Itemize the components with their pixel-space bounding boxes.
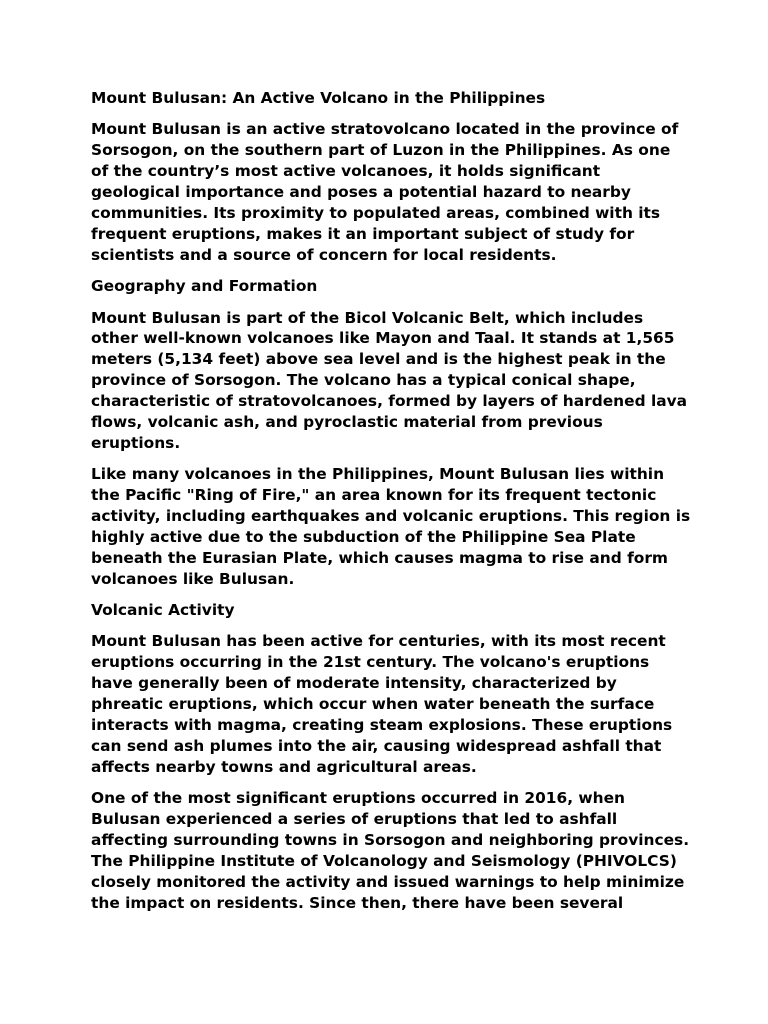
paragraph-line: can send ash plumes into the air, causing widespread ashfall that xyxy=(91,736,662,755)
paragraph-line: of the country’s most active volcanoes, it holds significant xyxy=(91,162,601,181)
paragraph-line: province of Sorsogon. The volcano has a typical conical shape, xyxy=(91,371,636,390)
paragraph-line: The Philippine Institute of Volcanology and Seismology (PHIVOLCS) xyxy=(91,851,677,870)
paragraph-line: scientists and a source of concern for local residents. xyxy=(91,245,557,264)
paragraph-line: One of the most significant eruptions occurred in 2016, when xyxy=(91,789,625,808)
section-heading-volcanic-activity: Volcanic Activity xyxy=(91,601,235,620)
activity-paragraph-2 xyxy=(91,788,691,913)
geography-paragraph-1 xyxy=(91,308,691,454)
paragraph-line: geological importance and poses a potential hazard to nearby xyxy=(91,183,631,202)
paragraph-line: meters (5,134 feet) above sea level and is the highest peak in the xyxy=(91,350,666,369)
paragraph-line: the Pacific "Ring of Fire," an area known for its frequent tectonic xyxy=(91,486,657,505)
section-heading-geography: Geography and Formation xyxy=(91,277,318,296)
paragraph-line: closely monitored the activity and issued warnings to help minimize xyxy=(91,872,685,891)
paragraph-line: Mount Bulusan is part of the Bicol Volcanic Belt, which includes xyxy=(91,308,644,327)
paragraph-line: have generally been of moderate intensity, characterized by xyxy=(91,674,617,693)
paragraph-line: frequent eruptions, makes it an important subject of study for xyxy=(91,224,635,243)
paragraph-line: other well-known volcanoes like Mayon and Taal. It stands at 1,565 xyxy=(91,329,675,348)
paragraph-line: Bulusan experienced a series of eruptions that led to ashfall xyxy=(91,810,618,829)
geography-paragraph-2 xyxy=(91,464,691,589)
paragraph-line: Sorsogon, on the southern part of Luzon in the Philippines. As one xyxy=(91,141,671,160)
paragraph-line: interacts with magma, creating steam explosions. These eruptions xyxy=(91,716,673,735)
paragraph-line: eruptions. xyxy=(91,433,181,452)
intro-paragraph xyxy=(91,119,691,265)
paragraph-line: affects nearby towns and agricultural areas. xyxy=(91,757,477,776)
paragraph-line: flows, volcanic ash, and pyroclastic material from previous xyxy=(91,412,603,431)
paragraph-line: activity, including earthquakes and volcanic eruptions. This region is xyxy=(91,507,691,526)
paragraph-line: affecting surrounding towns in Sorsogon and neighboring provinces. xyxy=(91,831,690,849)
activity-paragraph-1 xyxy=(91,631,691,777)
paragraph-line: eruptions occurring in the 21st century. The volcano's eruptions xyxy=(91,653,650,672)
paragraph-line: communities. Its proximity to populated areas, combined with its xyxy=(91,203,661,222)
paragraph-line: the impact on residents. Since then, there have been several xyxy=(91,893,624,912)
paragraph-line: Mount Bulusan has been active for centuries, with its most recent xyxy=(91,632,666,651)
paragraph-line: phreatic eruptions, which occur when water beneath the surface xyxy=(91,695,655,714)
paragraph-line: beneath the Eurasian Plate, which causes magma to rise and form xyxy=(91,548,668,567)
paragraph-line: characteristic of stratovolcanoes, formed by layers of hardened lava xyxy=(91,392,688,411)
document-title: Mount Bulusan: An Active Volcano in the Philippines xyxy=(91,89,546,107)
document-page xyxy=(91,88,691,924)
paragraph-line: Like many volcanoes in the Philippines, Mount Bulusan lies within xyxy=(91,465,665,484)
paragraph-line: highly active due to the subduction of the Philippine Sea Plate xyxy=(91,527,636,546)
paragraph-line: volcanoes like Bulusan. xyxy=(91,569,295,588)
paragraph-line: Mount Bulusan is an active stratovolcano located in the province of xyxy=(91,120,679,139)
